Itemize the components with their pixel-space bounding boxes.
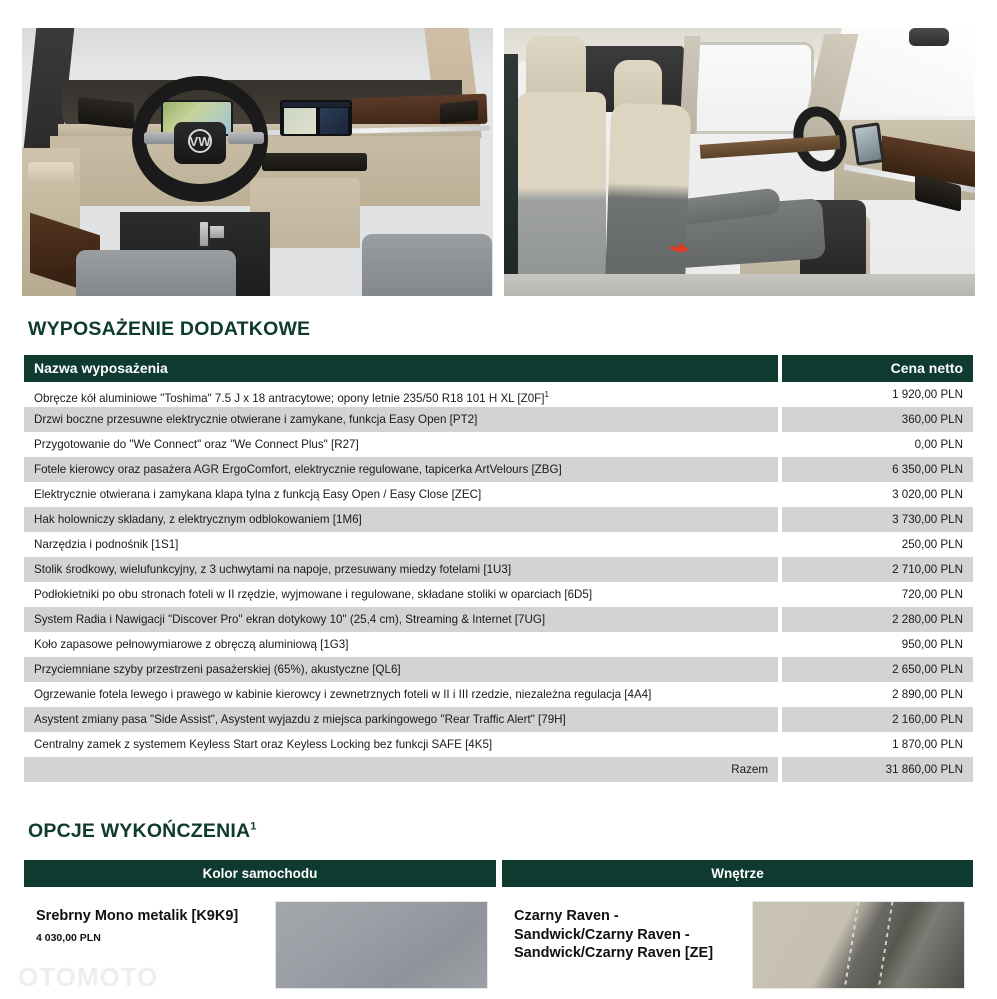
image-gap-divider: [493, 28, 504, 296]
equipment-price-cell: 6 350,00 PLN: [782, 457, 973, 482]
vw-logo-icon: VW: [188, 129, 212, 153]
finish-section-title: [28, 820, 257, 843]
equipment-name-cell: Obręcze kół aluminiowe "Toshima" 7.5 J x 18 antracytowe; opony letnie 235/50 R18 101 H XL $[Z0F]^1$: [24, 382, 778, 407]
equipment-price-cell: 2 280,00 PLN: [782, 607, 973, 632]
column-header-price: Cena netto: [782, 355, 973, 382]
watermark: OTOMOTO: [18, 962, 159, 992]
equipment-price-cell: 2 650,00 PLN: [782, 657, 973, 682]
color-swatch: [275, 901, 488, 989]
equipment-price-cell: 3 730,00 PLN: [782, 507, 973, 532]
interior-swatch: [752, 901, 965, 989]
infotainment-screen: [280, 100, 352, 136]
side-mirror: [909, 28, 949, 46]
total-label: Razem: [24, 757, 778, 782]
table-row: [24, 632, 973, 657]
table-row: [24, 407, 973, 432]
table-row: [24, 482, 973, 507]
table-total-row: [24, 757, 973, 782]
equipment-price-cell: 2 890,00 PLN: [782, 682, 973, 707]
equipment-section-title: WYPOSAŻENIE DODATKOWE: [28, 318, 311, 340]
finish-table-header: [24, 860, 973, 887]
finish-section-title-text: OPCJE WYKOŃCZENIA: [28, 820, 251, 842]
column-header-color: Kolor samochodu: [24, 860, 496, 887]
table-row: [24, 682, 973, 707]
table-row: [24, 507, 973, 532]
equipment-name-cell: Drzwi boczne przesuwne elektrycznie otwierane i zamykane, funkcja Easy Open [PT2]: [24, 407, 778, 432]
front-seats-photo: [504, 28, 975, 296]
equipment-price-cell: 250,00 PLN: [782, 532, 973, 557]
equipment-price-cell: 3 020,00 PLN: [782, 482, 973, 507]
table-row: [24, 657, 973, 682]
table-row: [24, 732, 973, 757]
equipment-price-cell: 2 710,00 PLN: [782, 557, 973, 582]
table-row: [24, 382, 973, 407]
equipment-price-cell: 950,00 PLN: [782, 632, 973, 657]
equipment-name-cell: Podłokietniki po obu stronach foteli w II rzędzie, wyjmowane i regulowane, składane stoliki w oparciach [6D5]: [24, 582, 778, 607]
interior-option-cell: [502, 893, 973, 989]
equipment-price-cell: 720,00 PLN: [782, 582, 973, 607]
equipment-name-cell: Elektrycznie otwierana i zamykana klapa tylna z funkcją Easy Open / Easy Close [ZEC]: [24, 482, 778, 507]
dashboard-photo: [22, 28, 493, 296]
equipment-price-cell: 1 870,00 PLN: [782, 732, 973, 757]
table-row: [24, 707, 973, 732]
equipment-name-cell: Przygotowanie do "We Connect" oraz "We Connect Plus" [R27]: [24, 432, 778, 457]
finish-section-title-footnote: 1: [250, 820, 257, 833]
table-row: [24, 557, 973, 582]
color-option-price: 4 030,00 PLN: [36, 931, 101, 944]
equipment-name-cell: Narzędzia i podnośnik [1S1]: [24, 532, 778, 557]
color-option-name: Srebrny Mono metalik [K9K9]: [36, 908, 239, 924]
equipment-name-cell: Fotele kierowcy oraz pasażera AGR ErgoComfort, elektrycznie regulowane, tapicerka ArtVelours [ZBG]: [24, 457, 778, 482]
equipment-name-cell: Hak holowniczy skladany, z elektrycznym odblokowaniem [1M6]: [24, 507, 778, 532]
equipment-price-cell: 1 920,00 PLN: [782, 382, 973, 407]
equipment-name-cell: Przyciemniane szyby przestrzeni pasażerskiej (65%), akustyczne [QL6]: [24, 657, 778, 682]
table-row: [24, 432, 973, 457]
infotainment-screen-side: [851, 122, 884, 166]
table-row: [24, 607, 973, 632]
equipment-table-header: [24, 355, 973, 382]
total-price: 31 860,00 PLN: [782, 757, 973, 782]
equipment-price-cell: 0,00 PLN: [782, 432, 973, 457]
equipment-name-cell: Asystent zmiany pasa "Side Assist", Asystent wyjazdu z miejsca parkingowego "Rear Traffic Alert" [79H]: [24, 707, 778, 732]
column-header-interior: Wnętrze: [502, 860, 973, 887]
table-row: [24, 582, 973, 607]
color-option-cell: [24, 893, 496, 989]
equipment-price-cell: 2 160,00 PLN: [782, 707, 973, 732]
column-header-name: Nazwa wyposażenia: [24, 355, 778, 382]
table-row: [24, 532, 973, 557]
interior-option-name: Czarny Raven - Sandwick/Czarny Raven - Sandwick/Czarny Raven [ZE]: [514, 908, 714, 962]
equipment-name-cell: Ogrzewanie fotela lewego i prawego w kabinie kierowcy i zewnetrznych foteli w II i III rzedzie, niezależna regulacja [4A4]: [24, 682, 778, 707]
equipment-name-cell: System Radia i Nawigacji "Discover Pro" ekran dotykowy 10" (25,4 cm), Streaming & Internet [7UG]: [24, 607, 778, 632]
equipment-name-cell: Stolik środkowy, wielufunkcyjny, z 3 uchwytami na napoje, przesuwany miedzy fotelami [1U3]: [24, 557, 778, 582]
finish-options-table: [24, 860, 973, 989]
equipment-table: [24, 355, 973, 782]
equipment-name-cell: Centralny zamek z systemem Keyless Start oraz Keyless Locking bez funkcji SAFE [4K5]: [24, 732, 778, 757]
footnote-marker: 1: [544, 390, 549, 399]
vehicle-image-gallery: [22, 28, 975, 296]
table-row: [24, 457, 973, 482]
equipment-name-cell: Koło zapasowe pełnowymiarowe z obręczą aluminiową [1G3]: [24, 632, 778, 657]
equipment-price-cell: 360,00 PLN: [782, 407, 973, 432]
